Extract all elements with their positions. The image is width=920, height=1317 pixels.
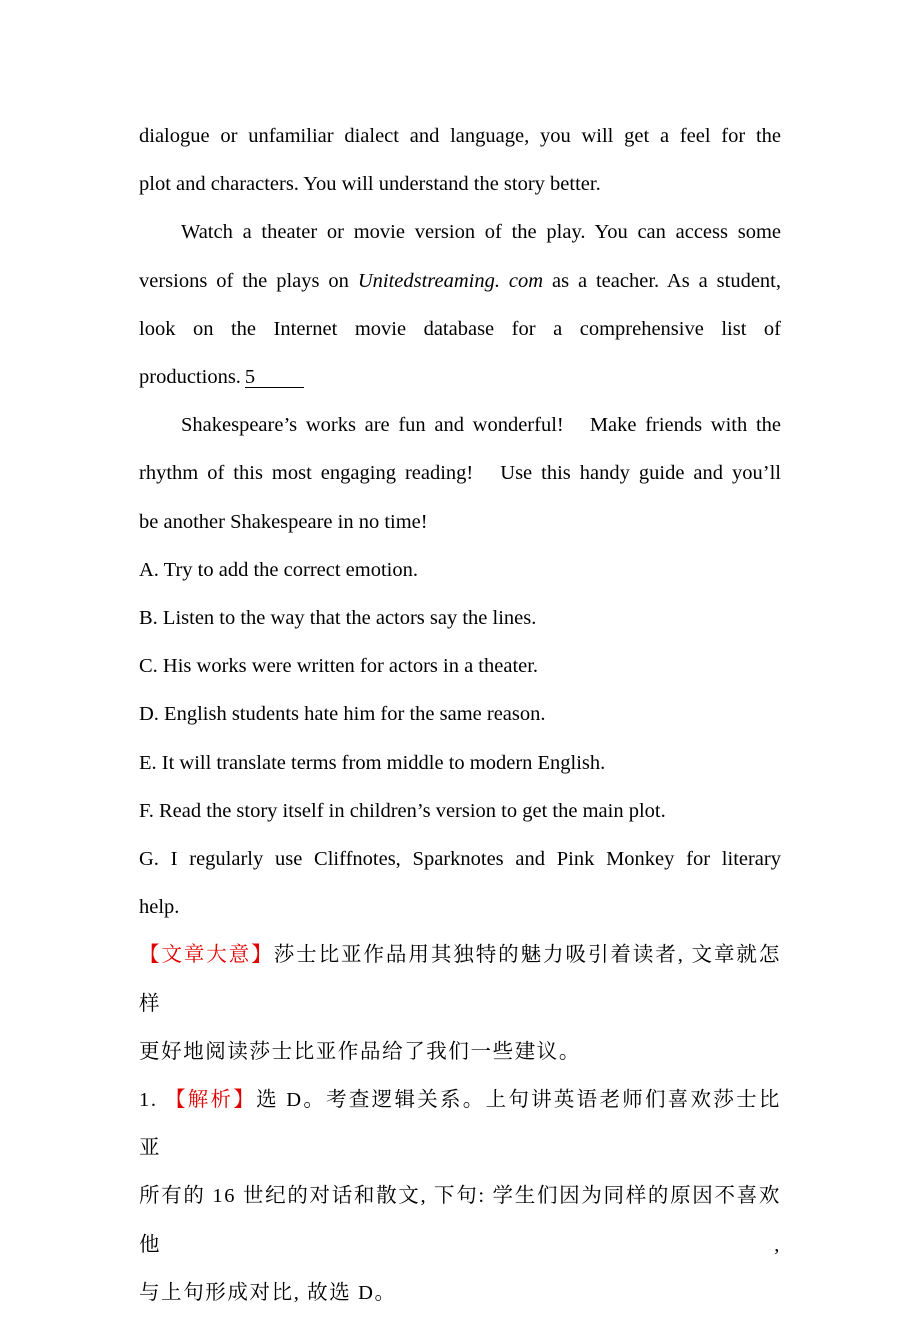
summary-text: 莎士比亚作品用其独特的魅力吸引着读者, 文章就怎样: [139, 944, 781, 1015]
passage-text: [139, 257, 781, 305]
text-fragment: productions.: [139, 366, 241, 389]
analysis-line: 与上句形成对比, 故选 D。: [139, 1281, 397, 1304]
passage-text: [139, 353, 781, 401]
option-f: F. Read the story itself in children’s version to get the main plot.: [139, 799, 666, 822]
option-g-continuation: help.: [139, 896, 180, 919]
passage-text: Shakespeare’s works are fun and wonderful! Make friends with the: [181, 414, 781, 437]
answer-blank: 5: [245, 367, 304, 388]
passage-text: dialogue or unfamiliar dialect and language, you will get a feel for the: [139, 125, 781, 147]
analysis-number: 1.: [139, 1089, 165, 1112]
summary-label: 【文章大意】: [139, 944, 274, 967]
option-g: G. I regularly use Cliffnotes, Sparknotes and Pink Monkey for literary: [139, 848, 781, 871]
analysis-line: [139, 1076, 781, 1172]
passage-text: rhythm of this most engaging reading! Use this handy guide and you’ll: [139, 462, 781, 485]
analysis-line: 所有的 16 世纪的对话和散文, 下句: 学生们因为同样的原因不喜欢他,: [139, 1185, 781, 1256]
analysis-label: 【解析】: [164, 1089, 257, 1112]
summary-line: [139, 931, 781, 1027]
option-c: C. His works were written for actors in a theater.: [139, 655, 539, 678]
option-e: E. It will translate terms from middle to modern English.: [139, 751, 606, 774]
document-page: [139, 112, 781, 1317]
analysis-text: 选 D。考查逻辑关系。上句讲英语老师们喜欢莎士比亚: [139, 1089, 781, 1160]
summary-line: 更好地阅读莎士比亚作品给了我们一些建议。: [139, 1040, 581, 1063]
text-fragment: versions of the plays on: [139, 269, 358, 292]
text-fragment: as a teacher. As a student,: [543, 269, 781, 292]
option-b: B. Listen to the way that the actors say the lines.: [139, 607, 537, 630]
passage-text: look on the Internet movie database for a comprehensive list of: [139, 317, 781, 340]
website-name: Unitedstreaming. com: [357, 269, 544, 292]
option-d: D. English students hate him for the same reason.: [139, 703, 546, 726]
passage-text: Watch a theater or movie version of the play. You can access some: [181, 221, 781, 244]
passage-text: be another Shakespeare in no time!: [139, 510, 428, 533]
option-a: A. Try to add the correct emotion.: [139, 558, 418, 581]
passage-text: plot and characters. You will understand the story better.: [139, 173, 601, 196]
